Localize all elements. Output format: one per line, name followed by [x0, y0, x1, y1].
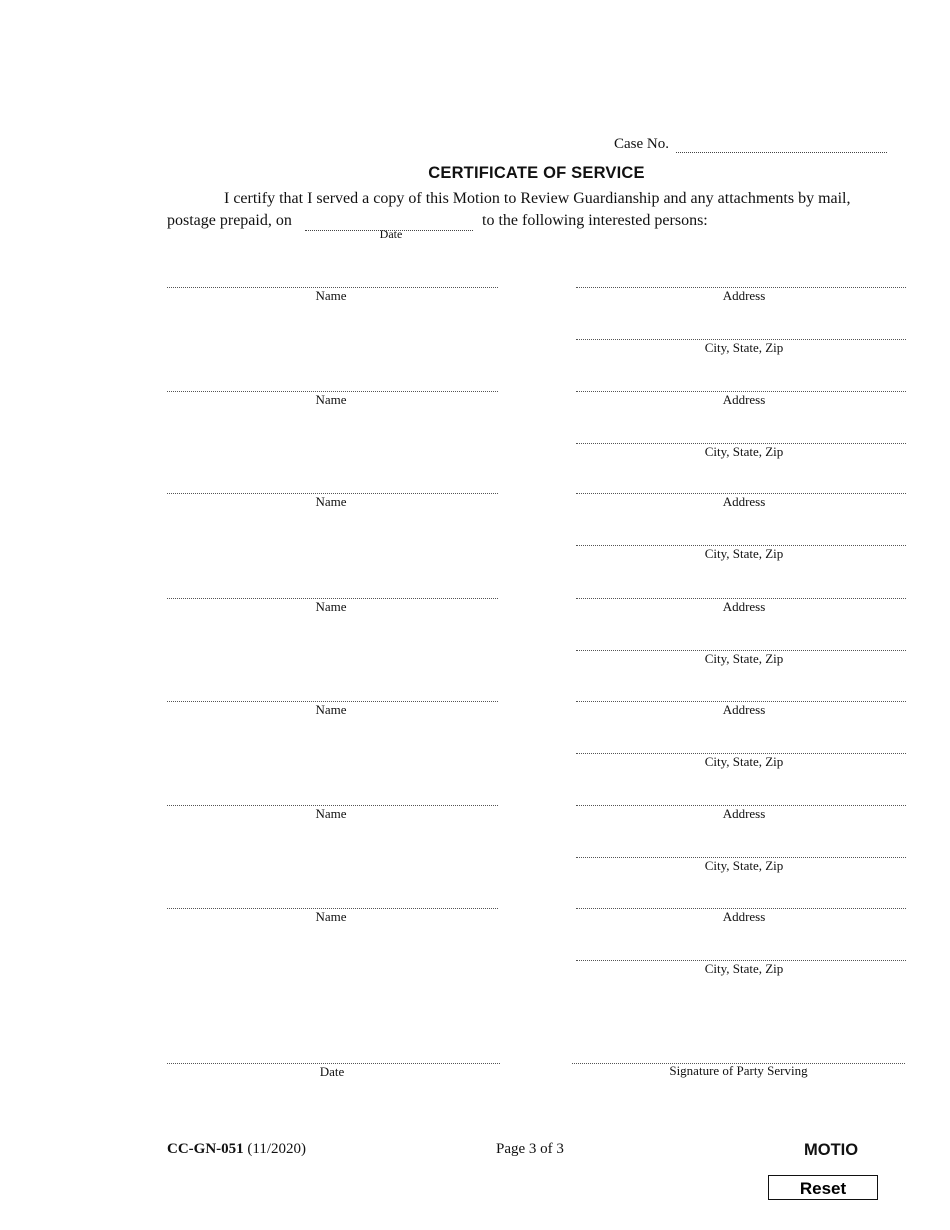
recipient-address-caption: Address [722, 494, 766, 509]
recipient-name-caption: Name [315, 702, 347, 717]
form-code-date: (11/2020) [247, 1141, 307, 1157]
recipient-name-caption: Name [315, 599, 347, 614]
recipient-city-caption: City, State, Zip [704, 340, 784, 355]
form-tag: MOTIO [804, 1141, 859, 1159]
case-no-label: Case No. [614, 136, 669, 152]
recipient-city-caption: City, State, Zip [704, 651, 784, 666]
form-code [167, 1141, 306, 1158]
recipient-address-caption: Address [722, 599, 766, 614]
page-number: Page 3 of 3 [496, 1141, 564, 1157]
recipient-name-caption: Name [315, 909, 347, 924]
case-no-field[interactable] [676, 152, 887, 153]
recipient-name-caption: Name [315, 288, 347, 303]
recipient-name-caption: Name [315, 806, 347, 821]
recipient-city-caption: City, State, Zip [704, 444, 784, 459]
certification-line-2-suffix: to the following interested persons: [482, 212, 708, 229]
reset-button[interactable]: Reset [768, 1175, 878, 1200]
signature-caption: Signature of Party Serving [669, 1063, 808, 1078]
recipient-city-caption: City, State, Zip [704, 546, 784, 561]
certification-line-1: I certify that I served a copy of this Motion to Review Guardianship and any attachments by mail, [224, 190, 851, 207]
certification-line-2-prefix: postage prepaid, on [167, 212, 292, 229]
recipient-city-caption: City, State, Zip [704, 858, 784, 873]
recipient-city-caption: City, State, Zip [704, 961, 784, 976]
recipient-city-caption: City, State, Zip [704, 754, 784, 769]
page-title: CERTIFICATE OF SERVICE [428, 164, 645, 182]
recipient-name-caption: Name [315, 392, 347, 407]
recipient-address-caption: Address [722, 288, 766, 303]
service-date-caption: Date [379, 227, 403, 241]
recipient-address-caption: Address [722, 806, 766, 821]
recipient-address-caption: Address [722, 909, 766, 924]
recipient-name-caption: Name [315, 494, 347, 509]
signature-date-caption: Date [319, 1064, 345, 1079]
recipient-address-caption: Address [722, 392, 766, 407]
form-code-id: CC-GN-051 [167, 1141, 244, 1157]
recipient-address-caption: Address [722, 702, 766, 717]
